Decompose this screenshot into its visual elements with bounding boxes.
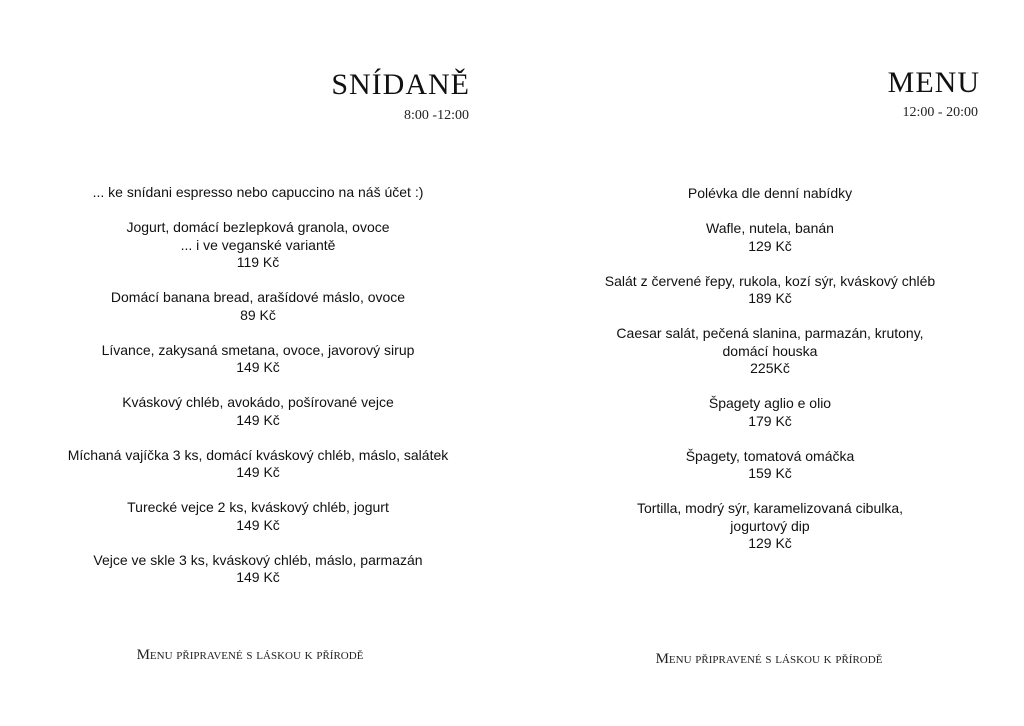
menu-item-line: ... i ve veganské variantě [180, 236, 336, 253]
menu-item-line: 149 Kč [236, 411, 280, 428]
menu-item-line: Lívance, zakysaná smetana, ovoce, javorový sirup [101, 341, 415, 358]
menu-item [512, 500, 1024, 553]
menu-item-line: jogurtový dip [730, 517, 810, 534]
menu-item-line: 149 Kč [236, 569, 280, 585]
menu-item [0, 184, 516, 202]
breakfast-title: SNÍDANĚ [331, 68, 470, 101]
menu-item-line: Míchaná vajíčka 3 ks, domácí kváskový chléb, máslo, salátek [67, 446, 449, 463]
menu-item [0, 499, 516, 534]
menu-item-line: Špagety aglio e olio [708, 395, 832, 411]
menu-hours: 12:00 - 20:00 [902, 105, 978, 120]
menu-item-line: 129 Kč [748, 535, 792, 551]
menu-item-line: Vejce ve skle 3 ks, kváskový chléb, máslo, parmazán [93, 551, 423, 568]
menu-item-line: Tortilla, modrý sýr, karamelizovaná cibulka, [636, 500, 904, 516]
menu-item-line: Špagety, tomatová omáčka [685, 447, 855, 464]
menu-item [512, 448, 1024, 483]
menu-item-line: Domácí banana bread, arašídové máslo, ovoce [110, 289, 406, 305]
menu-item [0, 342, 516, 377]
menu-item-line: 225Kč [750, 360, 790, 376]
menu-items [512, 185, 1024, 570]
menu-item-line: 129 Kč [748, 237, 792, 254]
menu-item-line: 149 Kč [236, 516, 280, 533]
menu-item [0, 289, 516, 324]
menu-item [512, 273, 1024, 308]
menu-item-line: 149 Kč [236, 464, 280, 480]
menu-item-line: 159 Kč [748, 465, 792, 481]
menu-item-line: Salát z červené řepy, rukola, kozí sýr, kváskový chléb [604, 272, 936, 289]
menu-item [512, 185, 1024, 203]
menu-item-line: Polévka dle denní nabídky [687, 185, 853, 201]
menu-item-line: domácí houska [722, 342, 818, 359]
menu-title: MENU [887, 66, 980, 99]
menu-item [0, 447, 516, 482]
menu-item-line: 179 Kč [748, 412, 792, 429]
menu-footer: Menu připravené s láskou k přírodě [655, 651, 883, 667]
menu-item-line: Wafle, nutela, banán [706, 220, 834, 236]
menu-item-line: 89 Kč [240, 306, 276, 323]
menu-item [512, 220, 1024, 255]
menu-page [512, 0, 1024, 726]
menu-item-line: Caesar salát, pečená slanina, parmazán, krutony, [616, 325, 924, 341]
menu-item-line: ... ke snídani espresso nebo capuccino na náš účet :) [92, 184, 424, 200]
menu-item [0, 219, 516, 272]
menu-item [0, 394, 516, 429]
menu-item [512, 395, 1024, 430]
menu-item [0, 552, 516, 587]
menu-item-line: Turecké vejce 2 ks, kváskový chléb, jogurt [127, 499, 389, 515]
menu-item-line: 149 Kč [236, 359, 280, 375]
menu-item-line: Jogurt, domácí bezlepková granola, ovoce [126, 219, 390, 235]
menu-item-line: Kváskový chléb, avokádo, pošírované vejce [122, 394, 394, 410]
breakfast-items [0, 184, 516, 604]
breakfast-hours: 8:00 -12:00 [404, 108, 469, 123]
menu-item-line: 189 Kč [748, 290, 792, 306]
breakfast-footer: Menu připravené s láskou k přírodě [136, 647, 364, 663]
menu-item-line: 119 Kč [236, 254, 280, 270]
menu-item [512, 325, 1024, 378]
